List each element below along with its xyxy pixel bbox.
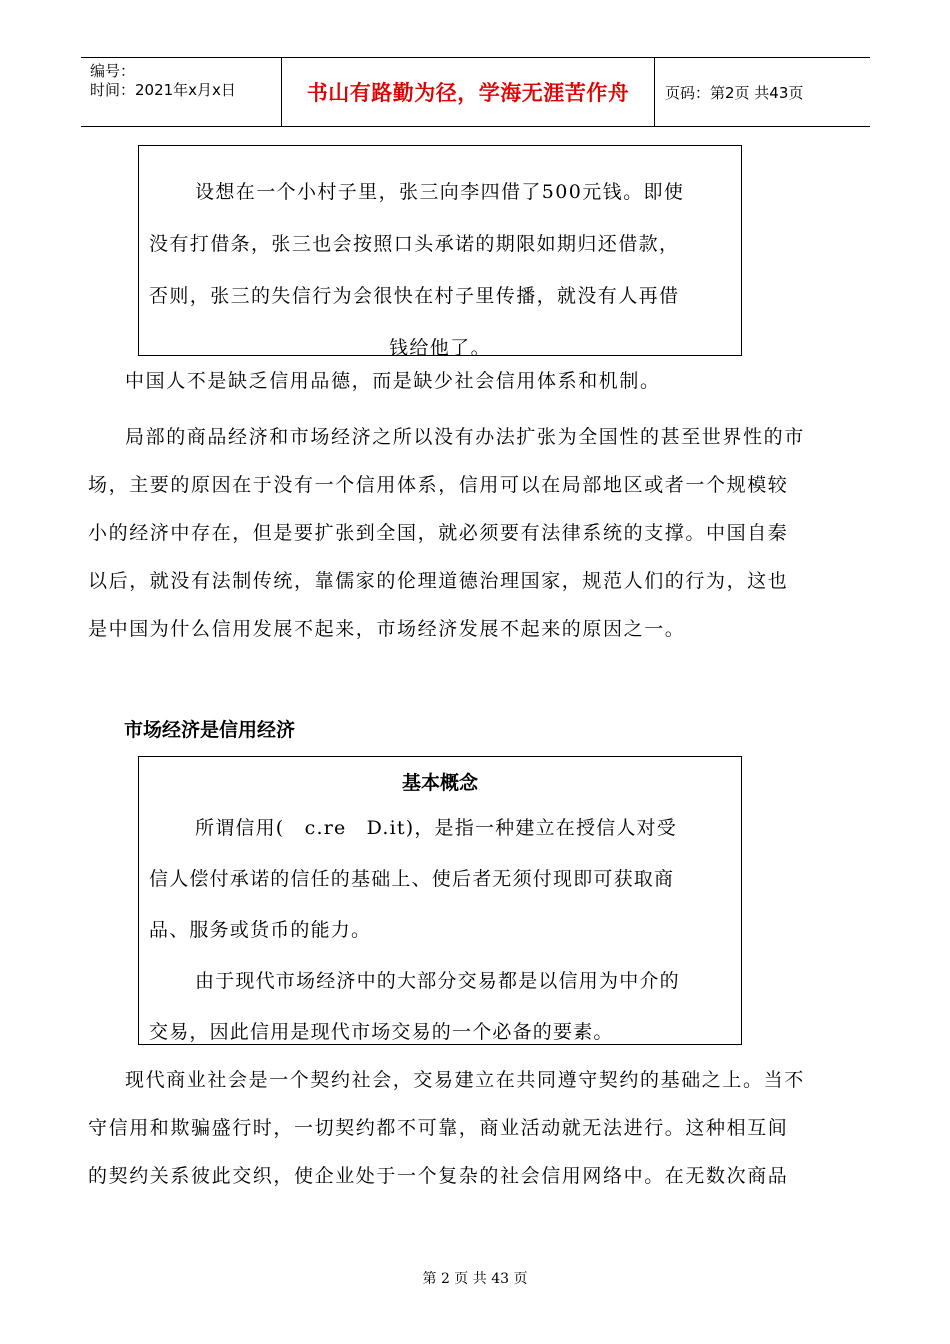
concept-line: 由于现代市场经济中的大部分交易都是以信用为中介的	[195, 970, 680, 992]
concept-title: 基本概念	[401, 772, 478, 794]
example-box	[138, 145, 742, 359]
paragraph-line: 中国人不是缺乏信用品德，而是缺少社会信用体系和机制。	[125, 370, 661, 392]
page-footer: 第 2 页 共 43 页	[422, 1271, 528, 1287]
time-label: 时间：2021年x月x日	[90, 81, 236, 99]
paragraph-line: 局部的商品经济和市场经济之所以没有办法扩张为全国性的甚至世界性的市	[125, 426, 805, 448]
concept-line: 信人偿付承诺的信任的基础上、使后者无须付现即可获取商	[149, 868, 675, 890]
paragraph-line: 守信用和欺骗盛行时，一切契约都不可靠，商业活动就无法进行。这种相互间	[88, 1117, 789, 1139]
header-motto-cell	[281, 58, 655, 126]
paragraph-line: 以后，就没有法制传统，靠儒家的伦理道德治理国家，规范人们的行为，这也	[88, 570, 789, 592]
header-meta	[81, 58, 281, 126]
example-line: 否则，张三的失信行为会很快在村子里传播，就没有人再借	[149, 285, 680, 307]
page-header	[81, 57, 870, 127]
section-heading: 市场经济是信用经济	[124, 719, 296, 741]
paragraph-2	[88, 413, 878, 653]
concept-line: 品、服务或货币的能力。	[149, 919, 372, 941]
paragraph-line: 的契约关系彼此交织，使企业处于一个复杂的社会信用网络中。在无数次商品	[88, 1165, 789, 1187]
example-line: 设想在一个小村子里，张三向李四借了500元钱。即使	[195, 181, 685, 203]
concept-line: 所谓信用( c.re D.it)，是指一种建立在授信人对受	[195, 817, 677, 839]
example-line: 钱给他了。	[388, 337, 491, 359]
header-motto: 书山有路勤为径，学海无涯苦作舟	[306, 81, 630, 105]
paragraph-line: 现代商业社会是一个契约社会，交易建立在共同遵守契约的基础之上。当不	[125, 1069, 805, 1091]
paragraph-1	[88, 358, 878, 405]
paragraph-line: 是中国为什么信用发展不起来，市场经济发展不起来的原因之一。	[88, 618, 686, 640]
number-label: 编号：	[90, 62, 136, 80]
paragraph-3	[88, 1056, 878, 1200]
concept-box	[138, 756, 742, 1045]
example-line: 没有打借条，张三也会按照口头承诺的期限如期归还借款，	[149, 233, 680, 255]
paragraph-line: 小的经济中存在，但是要扩张到全国，就必须要有法律系统的支撑。中国自秦	[88, 522, 789, 544]
header-page-info: 页码：第2页 共43页	[665, 83, 804, 102]
paragraph-line: 场，主要的原因在于没有一个信用体系，信用可以在局部地区或者一个规模较	[88, 474, 789, 496]
concept-line: 交易，因此信用是现代市场交易的一个必备的要素。	[149, 1021, 614, 1043]
